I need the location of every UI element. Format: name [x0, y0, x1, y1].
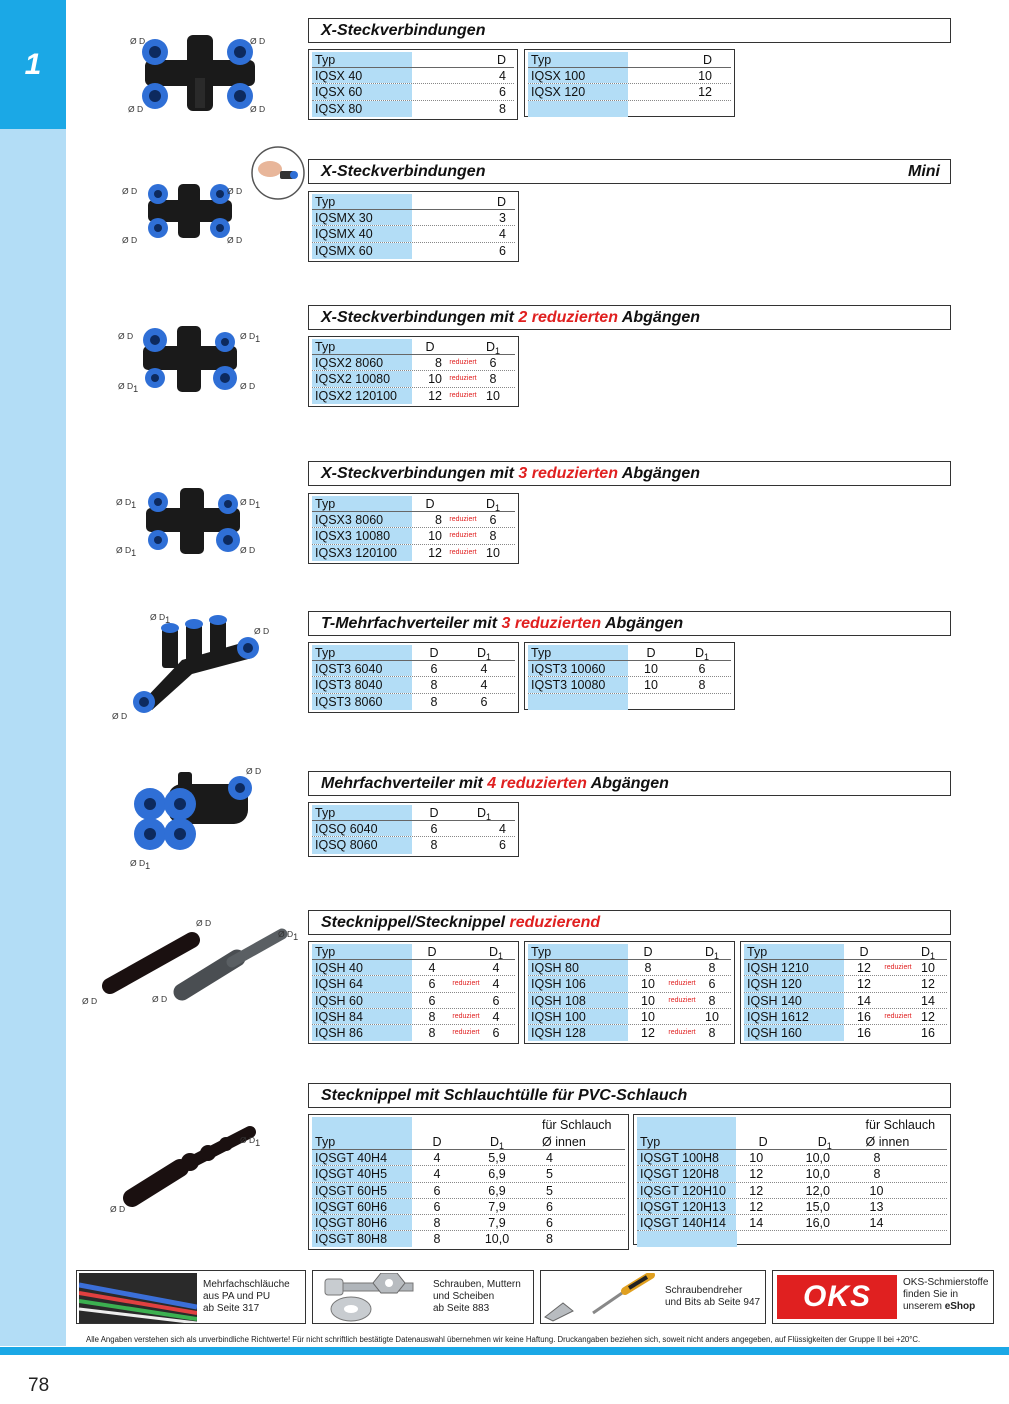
section-title-schlauchtuelle: Stecknippel mit Schlauchtülle für PVC-Schlauch [308, 1083, 951, 1108]
table-row: IQSX3 10080 10 reduziert 8 [312, 528, 515, 544]
table-row: IQSH 128 12 reduziert 8 [528, 1025, 731, 1041]
table-row: IQSX2 10080 10 reduziert 8 [312, 371, 515, 387]
table-row: IQSGT 60H6 6 7,9 6 [312, 1199, 625, 1215]
x-3-reduced-fitting-image [138, 484, 248, 558]
table-row: IQSH 1612 16 reduziert 12 [744, 1009, 947, 1025]
table-row: IQSMX 40 4 [312, 226, 515, 242]
multi-tube-icon [79, 1273, 197, 1323]
section-title-x-2-reduziert: X-Steckverbindungen mit 2 reduzierten Abgängen [308, 305, 951, 330]
section-title-x-steckverbindungen-mini: X-Steckverbindungen Mini [308, 159, 951, 184]
table-iqsh-3: Typ D $D_1$ IQSH 1210 12 reduziert 10 IQSH 120 12 12 IQSH 140 14 14 IQSH 1612 16 reduziert 12 IQSH 160 16 16 [740, 941, 951, 1044]
table-row: IQSH 1210 12 reduziert 10 [744, 960, 947, 976]
section-title-t-mehrfachverteiler: T-Mehrfachverteiler mit 3 reduzierten Abgängen [308, 611, 951, 636]
table-row: IQST3 8040 8 4 [312, 677, 515, 693]
table-row: IQSGT 60H5 6 6,9 5 [312, 1183, 625, 1199]
table-row: IQSH 160 16 16 [744, 1025, 947, 1041]
mini-fitting-hand-icon [250, 145, 306, 201]
t-manifold-image [122, 610, 262, 714]
x-fitting-image [135, 30, 265, 116]
stecknippel-image [92, 922, 302, 1006]
oks-logo: OKS [777, 1275, 897, 1319]
section-title-x-steckverbindungen: X-Steckverbindungen [308, 18, 951, 43]
table-iqsx-1: Typ D IQSX 40 4 IQSX 60 6 IQSX 80 8 [308, 49, 518, 120]
screw-nut-icon [317, 1273, 427, 1323]
bottom-accent-bar [0, 1347, 1009, 1355]
table-row: IQSH 140 14 14 [744, 993, 947, 1009]
chapter-marker: 1 [0, 0, 66, 129]
table-iqsmx: Typ D IQSMX 30 3 IQSMX 40 4 IQSMX 60 6 [308, 191, 519, 262]
section-title-mehrfachverteiler: Mehrfachverteiler mit 4 reduzierten Abgängen [308, 771, 951, 796]
table-row: IQSX2 8060 8 reduziert 6 [312, 355, 515, 371]
table-row: IQST3 6040 6 4 [312, 661, 515, 677]
table-row: IQSGT 120H13 12 15,0 13 [637, 1199, 947, 1215]
table-row: IQSX 80 8 [312, 101, 514, 117]
table-row: IQSGT 80H8 8 10,0 8 [312, 1231, 625, 1247]
table-row: IQSGT 120H8 12 10,0 8 [637, 1166, 947, 1182]
promo-schrauben[interactable]: Schrauben, Muttern und Scheiben ab Seite 883 [312, 1270, 534, 1324]
screwdriver-icon [543, 1273, 663, 1323]
table-row: IQSGT 40H4 4 5,9 4 [312, 1150, 625, 1166]
promo-schraubendreher[interactable]: Schraubendreher und Bits ab Seite 947 [540, 1270, 766, 1324]
table-row: IQSH 64 6 reduziert 4 [312, 976, 515, 992]
table-row: IQSH 108 10 reduziert 8 [528, 993, 731, 1009]
table-row: IQSQ 6040 6 4 [312, 821, 515, 837]
table-row: IQSX2 120100 12 reduziert 10 [312, 388, 515, 404]
table-row: IQSX 100 10 [528, 68, 731, 84]
table-row: IQSH 80 8 8 [528, 960, 731, 976]
table-iqsh-2: Typ D $D_1$ IQSH 80 8 8 IQSH 106 10 reduziert 6 IQSH 108 10 reduziert 8 IQSH 100 10 10 IQSH 128 12 reduziert 8 [524, 941, 735, 1044]
table-row: IQSX3 120100 12 reduziert 10 [312, 545, 515, 561]
table-iqsgt-2: für Schlauch Typ D $D_1$ Ø innen IQSGT 100H8 10 10,0 8 IQSGT 120H8 12 10,0 8 IQSGT 120H10 12 12,0 10 IQSGT 120H13 12 15,0 13 IQSGT 140H14 14 16,0 14 [633, 1114, 951, 1245]
table-row: IQSX 120 12 [528, 84, 731, 100]
schlauchtuelle-nippel-image [120, 1120, 270, 1210]
table-iqsx2: Typ D $D_1$ IQSX2 8060 8 reduziert 6 IQSX2 10080 10 reduziert 8 IQSX2 120100 12 reduziert 10 [308, 336, 519, 407]
table-iqsgt-1: für Schlauch Typ D $D_1$ Ø innen IQSGT 40H4 4 5,9 4 IQSGT 40H5 4 6,9 5 IQSGT 60H5 6 6,9 5 IQSGT 60H6 6 7,9 6 IQSGT 80H6 8 7,9 6 IQSGT 80H8 8 10,0 8 [308, 1114, 629, 1250]
chapter-sidebar [0, 0, 66, 1346]
table-row: IQSX3 8060 8 reduziert 6 [312, 512, 515, 528]
table-row: IQSH 106 10 reduziert 6 [528, 976, 731, 992]
table-row: IQSH 120 12 12 [744, 976, 947, 992]
x-2-reduced-fitting-image [135, 322, 245, 396]
table-row: IQSGT 80H6 8 7,9 6 [312, 1215, 625, 1231]
table-row: IQSH 100 10 10 [528, 1009, 731, 1025]
table-row: IQSMX 60 6 [312, 243, 515, 259]
table-iqsx-2: Typ D IQSX 100 10 IQSX 120 12 [524, 49, 735, 117]
multi-manifold-image [128, 764, 258, 860]
table-row: IQSH 60 6 6 [312, 993, 515, 1009]
table-row: IQST3 10080 10 8 [528, 677, 731, 693]
table-row: IQSGT 40H5 4 6,9 5 [312, 1166, 625, 1182]
table-row: IQSGT 100H8 10 10,0 8 [637, 1150, 947, 1166]
page-number: 78 [28, 1375, 50, 1396]
section-title-x-3-reduziert: X-Steckverbindungen mit 3 reduzierten Abgängen [308, 461, 951, 486]
table-row: IQSH 40 4 4 [312, 960, 515, 976]
section-title-stecknippel-reduzierend: Stecknippel/Stecknippel reduzierend [308, 910, 951, 935]
table-iqst3-2: Typ D $D_1$ IQST3 10060 10 6 IQST3 10080 10 8 [524, 642, 735, 710]
table-row: IQSMX 30 3 [312, 210, 515, 226]
table-row: IQST3 8060 8 6 [312, 694, 515, 710]
disclaimer-text: Alle Angaben verstehen sich als unverbindliche Richtwerte! Für nicht schriftlich bestätigte Datenauswahl übernehmen wir keine Haftung. Druckangaben beziehen sich, soweit nicht anders angegeben, auf Flüssigkeiten der Gruppe II bei +20°C. [86, 1335, 921, 1344]
table-row: IQST3 10060 10 6 [528, 661, 731, 677]
table-row: IQSQ 8060 8 6 [312, 837, 515, 853]
table-row: IQSGT 140H14 14 16,0 14 [637, 1215, 947, 1231]
promo-oks-shop[interactable]: OKS OKS-Schmierstoffe finden Sie in unserem eShop [772, 1270, 994, 1324]
table-row: IQSX 40 4 [312, 68, 514, 84]
table-iqst3-1: Typ D $D_1$ IQST3 6040 6 4 IQST3 8040 8 4 IQST3 8060 8 6 [308, 642, 519, 713]
table-row: IQSGT 120H10 12 12,0 10 [637, 1183, 947, 1199]
promo-mehrfachschlaeuche[interactable]: Mehrfachschläuche aus PA und PU ab Seite 317 [76, 1270, 306, 1324]
table-iqsq: Typ D $D_1$ IQSQ 6040 6 4 IQSQ 8060 8 6 [308, 802, 519, 857]
table-row: IQSH 86 8 reduziert 6 [312, 1025, 515, 1041]
mini-x-fitting-image [140, 180, 240, 244]
table-iqsx3: Typ D $D_1$ IQSX3 8060 8 reduziert 6 IQSX3 10080 10 reduziert 8 IQSX3 120100 12 reduziert 10 [308, 493, 519, 564]
table-iqsh-1: Typ D $D_1$ IQSH 40 4 4 IQSH 64 6 reduziert 4 IQSH 60 6 6 IQSH 84 8 reduziert 4 IQSH 86 8 reduziert 6 [308, 941, 519, 1044]
table-row: IQSX 60 6 [312, 84, 514, 100]
table-row: IQSH 84 8 reduziert 4 [312, 1009, 515, 1025]
